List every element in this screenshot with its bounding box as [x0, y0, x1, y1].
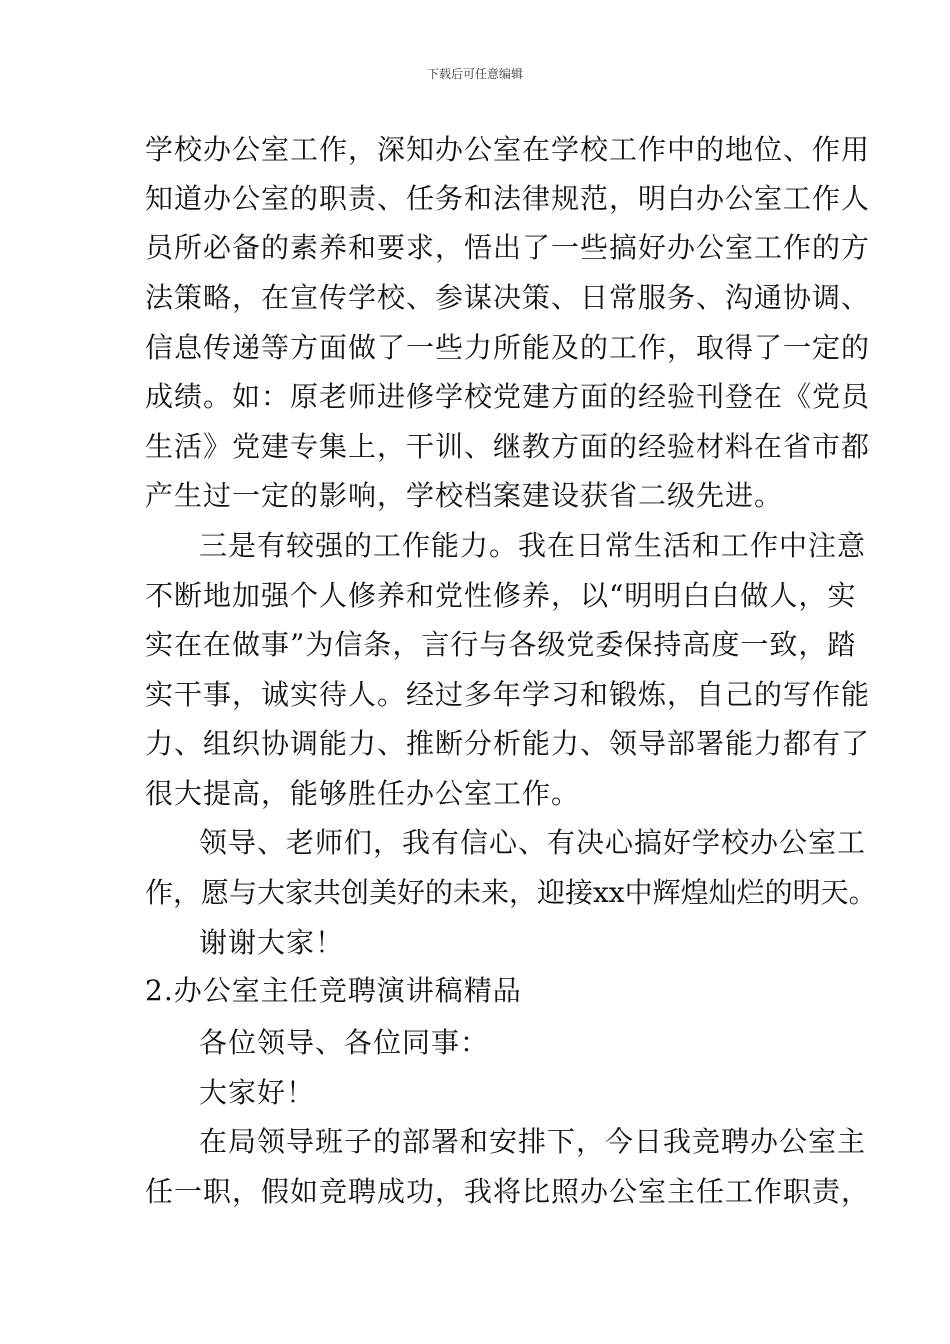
body-line: 不断地加强个人修养和党性修养，以“明明白白做人，实	[145, 579, 857, 612]
body-line: 力、组织协调能力、推断分析能力、领导部署能力都有了	[145, 727, 871, 760]
section-heading: 2.办公室主任竞聘演讲稿精品	[145, 974, 522, 1007]
body-line: 知道办公室的职责、任务和法律规范，明白办公室工作人	[145, 182, 871, 215]
body-line: 学校办公室工作，深知办公室在学校工作中的地位、作用	[145, 133, 871, 166]
body-line: 员所必备的素养和要求，悟出了一些搞好办公室工作的方	[145, 231, 871, 264]
body-line: 实干事，诚实待人。经过多年学习和锻炼，自己的写作能	[145, 678, 871, 711]
body-line: 法策略，在宣传学校、参谋决策、日常服务、沟通协调、	[145, 281, 871, 314]
body-line: 任一职，假如竞聘成功，我将比照办公室主任工作职责，	[145, 1175, 871, 1208]
closing-line: 谢谢大家！	[199, 926, 345, 959]
salutation: 各位领导、各位同事：	[199, 1026, 490, 1059]
greeting: 大家好！	[199, 1076, 316, 1109]
body-line: 成绩。如：原老师进修学校党建方面的经验刊登在《党员	[145, 380, 871, 413]
body-line: 很大提高，能够胜任办公室工作。	[145, 777, 581, 810]
paragraph-first-line: 领导、老师们，我有信心、有决心搞好学校办公室工	[199, 826, 867, 859]
paragraph-first-line: 在局领导班子的部署和安排下，今日我竞聘办公室主	[199, 1125, 867, 1158]
page-header: 下载后可任意编辑	[426, 67, 523, 81]
body-line: 实在在做事”为信条，言行与各级党委保持高度一致，踏	[145, 628, 857, 661]
paragraph-first-line: 三是有较强的工作能力。我在日常生活和工作中注意	[199, 529, 867, 562]
body-line: 生活》党建专集上，干训、继教方面的经验材料在省市都	[145, 430, 871, 463]
body-line: 产生过一定的影响，学校档案建设获省二级先进。	[145, 479, 784, 512]
body-line: 作，愿与大家共创美好的未来，迎接xx中辉煌灿烂的明天。	[145, 876, 877, 909]
body-line: 信息传递等方面做了一些力所能及的工作，取得了一定的	[145, 331, 871, 364]
